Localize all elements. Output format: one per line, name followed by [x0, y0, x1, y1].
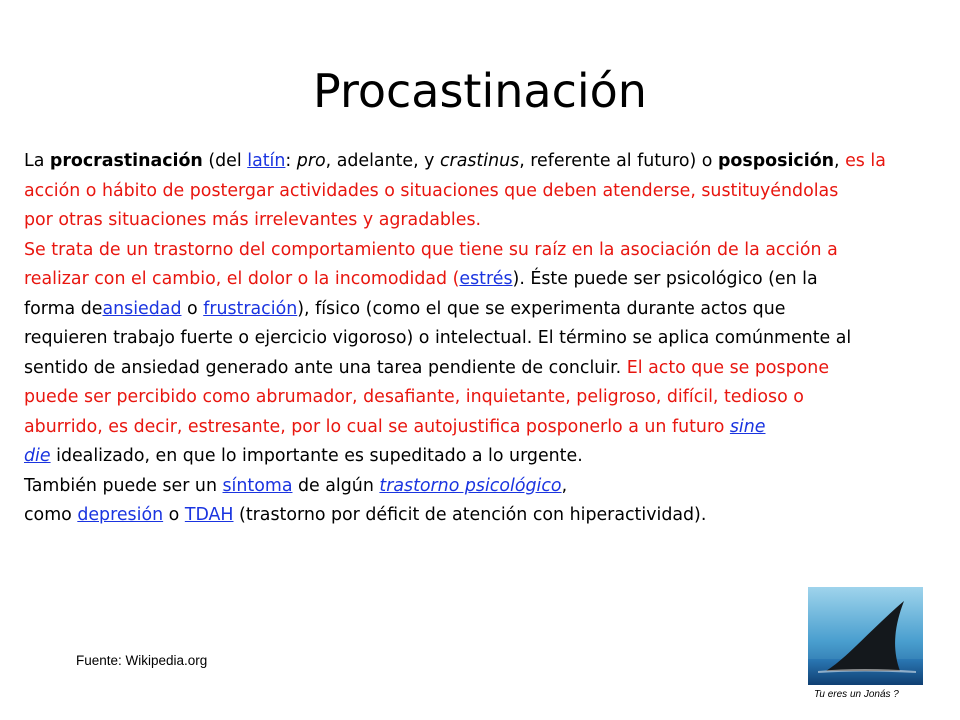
text-line: como depresión o TDAH (trastorno por déficit de atención con hiperactividad).: [24, 505, 707, 525]
text-line: forma deansiedad o frustración), físico (como el que se experimenta durante actos que: [24, 298, 786, 319]
article-body: [24, 147, 954, 531]
link-die[interactable]: die: [24, 446, 51, 466]
text-line: sentido de ansiedad generado ante una tarea pendiente de concluir. El acto que se pospone: [24, 357, 830, 378]
link-ansiedad[interactable]: ansiedad: [102, 298, 182, 319]
text-line: realizar con el cambio, el dolor o la incomodidad (estrés). Éste puede ser psicológico (en la: [24, 269, 818, 289]
link-estres[interactable]: estrés: [459, 269, 513, 289]
text-line: La procrastinación (del latín: pro, adelante, y crastinus, referente al futuro) o posposición, es la: [24, 151, 886, 171]
text-line: También puede ser un síntoma de algún trastorno psicológico,: [24, 475, 568, 496]
link-latin[interactable]: latín: [247, 151, 286, 171]
term-posposicion: posposición: [717, 151, 835, 171]
link-trastorno-psicologico[interactable]: trastorno psicológico: [379, 475, 562, 496]
text-line: por otras situaciones más irrelevantes y agradables.: [24, 210, 482, 230]
text-line: die idealizado, en que lo importante es supeditado a lo urgente.: [24, 446, 583, 466]
source-note: Fuente: Wikipedia.org: [76, 653, 208, 668]
link-sine[interactable]: sine: [729, 416, 766, 437]
text-line: requieren trabajo fuerte o ejercicio vigoroso) o intelectual. El término se aplica comúnmente al: [24, 328, 852, 348]
image-caption: Tu eres un Jonás ?: [808, 685, 923, 705]
text-line: acción o hábito de postergar actividades o situaciones que deben atenderse, sustituyéndolas: [24, 180, 839, 201]
text-line: puede ser percibido como abrumador, desafiante, inquietante, peligroso, difícil, tedioso o: [24, 387, 804, 407]
page-title: Procastinación: [313, 64, 647, 118]
shark-fin-image: [808, 587, 923, 705]
text-line: Se trata de un trastorno del comportamiento que tiene su raíz en la asociación de la acción a: [24, 239, 838, 260]
text-line: aburrido, es decir, estresante, por lo cual se autojustifica posponerlo a un futuro sine: [24, 416, 766, 437]
link-frustracion[interactable]: frustración: [203, 298, 298, 319]
link-depresion[interactable]: depresión: [77, 505, 164, 525]
link-sintoma[interactable]: síntoma: [222, 475, 293, 496]
term-procrastinacion: procrastinación: [49, 151, 203, 171]
link-tdah[interactable]: TDAH: [184, 505, 234, 525]
